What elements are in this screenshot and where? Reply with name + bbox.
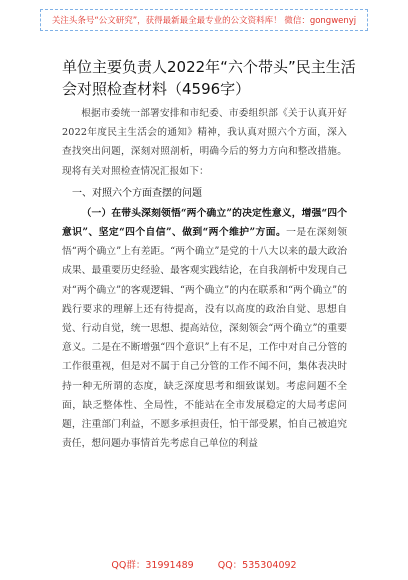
document-title: 单位主要负责人2022年“六个带头”民主生活会对照检查材料（4596字） xyxy=(62,58,356,98)
section-heading-1: 一、对照六个方面查摆的问题 xyxy=(72,187,202,199)
intro-paragraph: 根据市委统一部署安排和市纪委、市委组织部《关于认真开好2022年度民主生活会的通知》精神，我认真对照六个方面，深入查找突出问题，深刻对照剖析，明确今后的努力方向和整改措施。现将有关对照检查情况汇报如下： xyxy=(62,108,347,177)
subsection-paragraph-1 xyxy=(62,204,347,454)
promo-banner xyxy=(40,9,368,31)
contact-footer xyxy=(0,552,408,576)
promo-banner-text: 关注头条号“公文研究”，获得最新最全最专业的公文资料库！ 微信：gongwenyj xyxy=(51,16,357,26)
subsection-heading-1: （一）在带头深刻领悟“两个确立”的决定性意义，增强“四个意识”、坚定“四个自信”、做到“两个维护”方面。 xyxy=(62,207,347,239)
subsection-body-1: 一是在深刻领悟“两个确立”上有差距。“两个确立”是党的十八大以来的最大政治成果、最重要历史经验、最客观实践结论，在自我剖析中发现自己对“两个确立”的客观逻辑、“两个确立”的内在联系和“两个确立”的践行要求的理解上还有待提高，没有以高度的政治自觉、思想自觉、行动自觉，统一思想、提高站位，深刻领会“两个确立”的重要意义。二是在不断增强“四个意识”上有不足，工作中对自己分管的工作很重视，但是对不属于自己分管的工作不闻不问，集体表决时持一种无所谓的态度，缺乏深度思考和细致谋划。考虑问题不全面，缺乏整体性、全局性，不能站在全市发展稳定的大局考虑问题，注重部门利益，不愿多承担责任，怕干部受累，怕自己被追究责任，想问题办事情首先考虑自己单位的利益 xyxy=(62,227,348,450)
qq-contact-label: QQ：535304092 xyxy=(217,560,297,571)
document-body xyxy=(62,104,347,453)
qq-group-label: QQ群：31991489 xyxy=(111,560,194,571)
